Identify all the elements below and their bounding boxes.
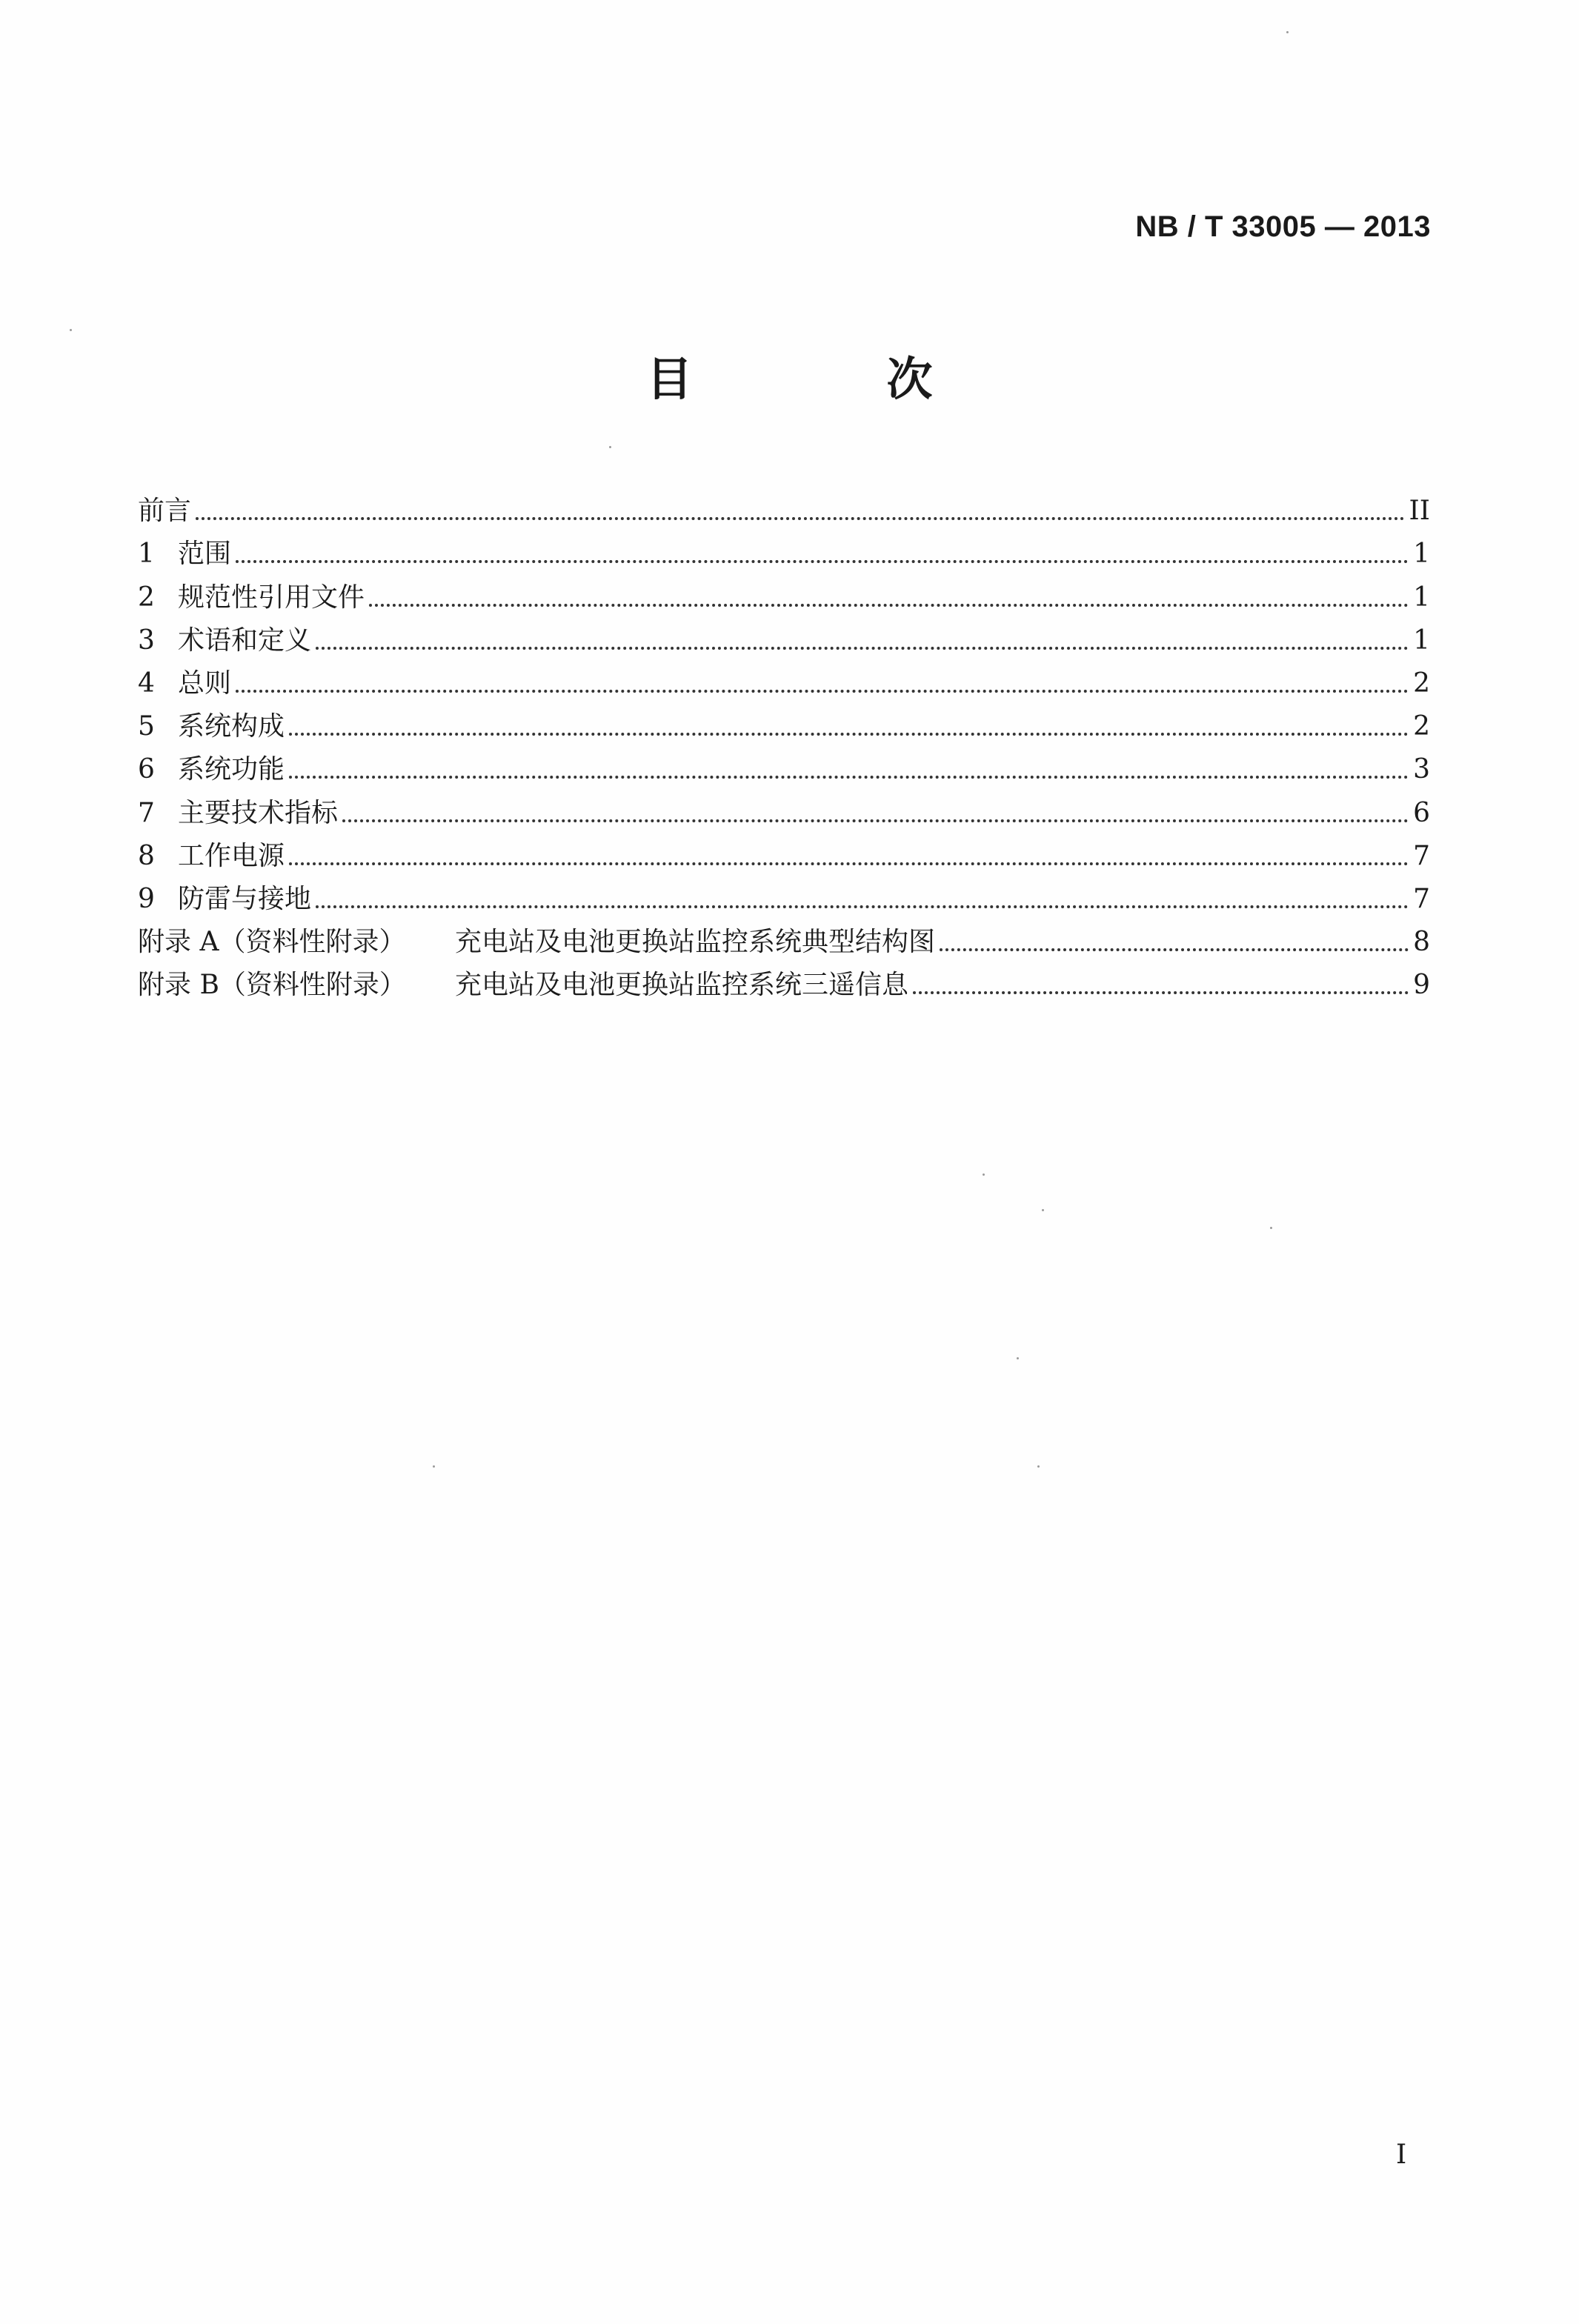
scan-speck xyxy=(433,1465,435,1468)
dot-leader xyxy=(289,776,1409,779)
toc-entry-page: 1 xyxy=(1413,625,1430,656)
toc-entry-title: 主要技术指标 xyxy=(178,797,339,828)
toc-entry-annex-prefix: 附录 B（资料性附录） xyxy=(138,970,406,1001)
toc-entry-title: 规范性引用文件 xyxy=(178,582,365,613)
toc-entry-number: 7 xyxy=(138,797,155,828)
toc-entry-lightning-grounding[interactable] xyxy=(138,871,1430,914)
dot-leader xyxy=(369,604,1409,607)
standard-code: NB / T 33005 — 2013 xyxy=(1135,210,1431,243)
toc-entry-page: 1 xyxy=(1413,539,1430,570)
toc-entry-number: 2 xyxy=(138,582,155,613)
toc-entry-title: 系统功能 xyxy=(178,754,285,785)
toc-entry-title: 工作电源 xyxy=(178,840,285,871)
dot-leader xyxy=(289,862,1409,865)
toc-entry-number: 8 xyxy=(138,840,155,871)
toc-entry-annex-b[interactable] xyxy=(138,957,1430,1000)
toc-entry-page: II xyxy=(1409,496,1430,527)
dot-leader xyxy=(236,560,1409,563)
scan-speck xyxy=(70,329,72,331)
toc-entry-technical-indicators[interactable] xyxy=(138,785,1430,828)
toc-entry-number: 6 xyxy=(138,754,155,785)
toc-entry-title: 范围 xyxy=(178,539,232,570)
toc-entry-page: 6 xyxy=(1413,797,1430,828)
toc-entry-title: 充电站及电池更换站监控系统典型结构图 xyxy=(455,927,936,958)
toc-entry-number: 9 xyxy=(138,883,155,914)
scan-speck xyxy=(1286,31,1289,33)
dot-leader xyxy=(342,819,1409,822)
toc-entry-page: 7 xyxy=(1413,840,1430,871)
toc-title: 目 次 xyxy=(646,352,1007,406)
scan-speck xyxy=(1037,1465,1040,1468)
dot-leader xyxy=(236,690,1409,693)
toc-entry-page: 8 xyxy=(1413,927,1430,958)
scan-speck xyxy=(609,446,611,448)
toc-entry-title: 系统构成 xyxy=(178,711,285,742)
toc-entry-page: 2 xyxy=(1413,667,1430,699)
toc-entry-number: 1 xyxy=(138,539,155,570)
toc-entry-normative-references[interactable] xyxy=(138,569,1430,612)
dot-leader xyxy=(316,905,1409,908)
toc-entry-title: 总则 xyxy=(178,667,232,699)
toc-entry-title: 前言 xyxy=(138,496,192,527)
dot-leader xyxy=(940,948,1409,951)
toc-entry-page: 3 xyxy=(1413,754,1430,785)
scan-speck xyxy=(1042,1209,1044,1211)
toc-entry-annex-prefix: 附录 A（资料性附录） xyxy=(138,927,406,958)
toc-entry-power-supply[interactable] xyxy=(138,828,1430,871)
toc-entry-page: 9 xyxy=(1413,970,1430,1001)
toc-entry-annex-a[interactable] xyxy=(138,914,1430,957)
toc-entry-title: 术语和定义 xyxy=(178,625,312,656)
page-number: I xyxy=(1396,2140,1407,2170)
dot-leader xyxy=(913,991,1409,994)
toc-entry-general[interactable] xyxy=(138,656,1430,699)
toc-entry-number: 4 xyxy=(138,667,155,699)
dot-leader xyxy=(316,647,1409,650)
toc-entry-title: 防雷与接地 xyxy=(178,883,312,914)
toc-entry-system-composition[interactable] xyxy=(138,699,1430,742)
toc-entry-page: 2 xyxy=(1413,711,1430,742)
toc-entry-number: 5 xyxy=(138,711,155,742)
scan-speck xyxy=(983,1173,985,1176)
toc-entry-foreword[interactable] xyxy=(138,483,1430,526)
scan-speck xyxy=(1017,1357,1019,1359)
toc-entry-title: 充电站及电池更换站监控系统三遥信息 xyxy=(455,970,909,1001)
toc-entry-page: 7 xyxy=(1413,883,1430,914)
scan-speck xyxy=(1270,1227,1272,1229)
toc-entry-page: 1 xyxy=(1413,582,1430,613)
dot-leader xyxy=(289,733,1409,736)
toc-entry-scope[interactable] xyxy=(138,526,1430,569)
dot-leader xyxy=(196,517,1405,520)
table-of-contents xyxy=(138,483,1430,1000)
toc-entry-terms-definitions[interactable] xyxy=(138,613,1430,656)
toc-entry-number: 3 xyxy=(138,625,155,656)
toc-entry-system-functions[interactable] xyxy=(138,742,1430,785)
